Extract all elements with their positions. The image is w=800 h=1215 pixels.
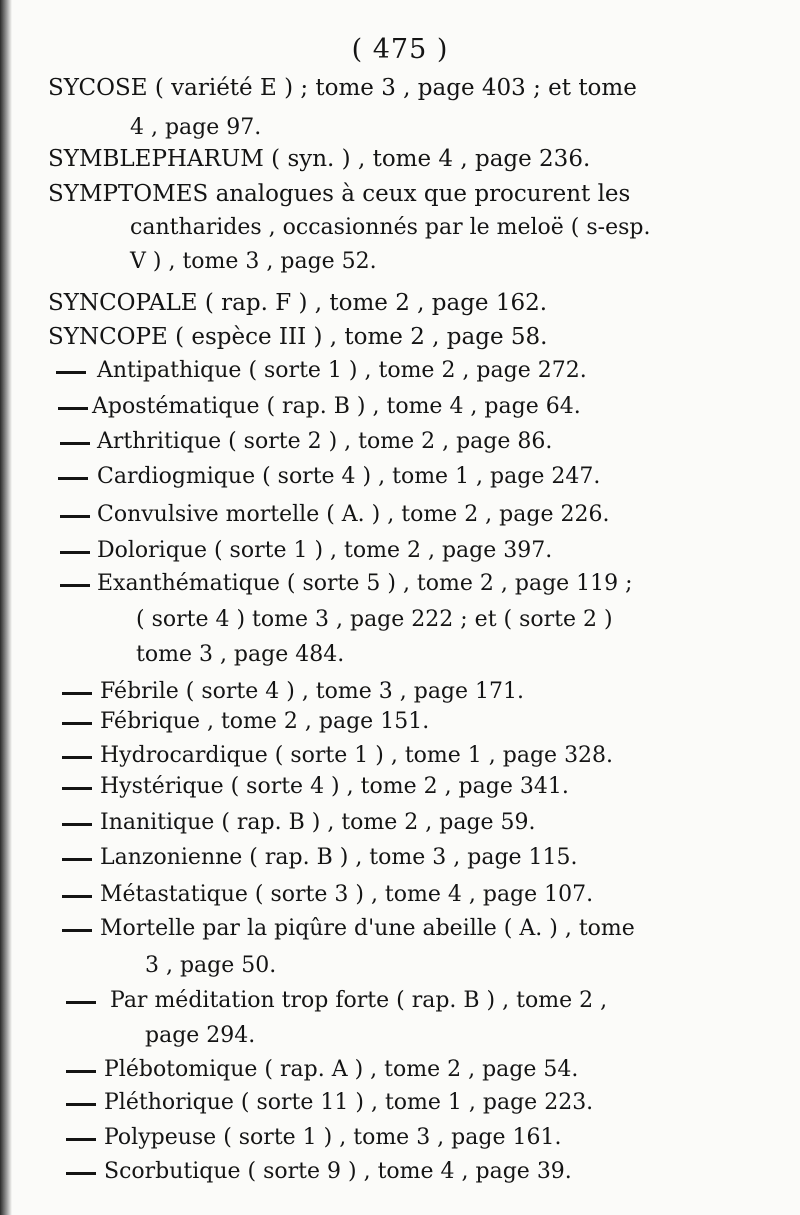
index-line-text: tome 3 , page 484.: [136, 642, 345, 667]
em-dash-mark: [62, 805, 92, 841]
em-dash-mark: [62, 840, 92, 876]
index-line-text: Exanthématique ( sorte 5 ) , tome 2 , page 119 ;: [97, 571, 633, 596]
index-line: [0, 1052, 800, 1088]
index-line: [0, 244, 800, 280]
em-dash-mark: [58, 459, 88, 495]
index-line: [0, 353, 800, 389]
em-dash-mark: [62, 877, 92, 913]
index-line-text: SYNCOPALE ( rap. F ) , tome 2 , page 162.: [48, 290, 548, 316]
index-line-text: page 294.: [145, 1023, 256, 1048]
index-line-text: Polypeuse ( sorte 1 ) , tome 3 , page 161.: [104, 1125, 562, 1150]
index-line: [0, 911, 800, 947]
em-dash-mark: [62, 704, 92, 740]
index-line-text: Apostématique ( rap. B ) , tome 4 , page 64.: [92, 394, 581, 419]
em-dash-mark: [66, 1085, 96, 1121]
index-line-text: 4 , page 97.: [130, 115, 262, 140]
index-line-text: Scorbutique ( sorte 9 ) , tome 4 , page 39.: [104, 1159, 572, 1184]
em-dash-mark: [60, 497, 90, 533]
index-line: [0, 141, 800, 177]
em-dash-mark: [66, 1154, 96, 1190]
index-line-text: Arthritique ( sorte 2 ) , tome 2 , page 86.: [97, 429, 553, 454]
em-dash-mark: [62, 911, 92, 947]
index-line: [0, 459, 800, 495]
index-line: [0, 566, 800, 602]
index-line-text: cantharides , occasionnés par le meloë ( s-esp.: [130, 215, 651, 240]
index-line-text: SYCOSE ( variété E ) ; tome 3 , page 403 ; et tome: [48, 75, 637, 101]
index-line-text: 3 , page 50.: [145, 953, 277, 978]
index-line: [0, 769, 800, 805]
index-line-text: Pléthorique ( sorte 11 ) , tome 1 , page 223.: [104, 1090, 594, 1115]
em-dash-mark: [66, 983, 96, 1019]
index-line: [0, 424, 800, 460]
index-line-text: Antipathique ( sorte 1 ) , tome 2 , page 272.: [97, 358, 587, 383]
index-line-text: Fébrile ( sorte 4 ) , tome 3 , page 171.: [100, 679, 525, 704]
index-line-text: Lanzonienne ( rap. B ) , tome 3 , page 115.: [100, 845, 578, 870]
em-dash-mark: [60, 566, 90, 602]
em-dash-mark: [60, 424, 90, 460]
index-line-text: Hydrocardique ( sorte 1 ) , tome 1 , page 328.: [100, 743, 614, 768]
index-line-text: Métastatique ( sorte 3 ) , tome 4 , page 107.: [100, 882, 594, 907]
index-line-text: Convulsive mortelle ( A. ) , tome 2 , page 226.: [97, 502, 610, 527]
em-dash-mark: [60, 533, 90, 569]
page-number: ( 475 ): [351, 34, 449, 65]
index-line-text: SYMBLEPHARUM ( syn. ) , tome 4 , page 236.: [48, 146, 591, 172]
index-line: [0, 637, 800, 673]
index-line: [0, 1018, 800, 1054]
index-line-text: Inanitique ( rap. B ) , tome 2 , page 59.: [100, 810, 536, 835]
index-line-text: Dolorique ( sorte 1 ) , tome 2 , page 397.: [97, 538, 553, 563]
index-line: [0, 497, 800, 533]
index-line: [0, 1154, 800, 1190]
index-line: [0, 389, 800, 425]
index-line-text: Par méditation trop forte ( rap. B ) , tome 2 ,: [110, 988, 608, 1013]
index-line: [0, 1120, 800, 1156]
em-dash-mark: [58, 389, 88, 425]
index-line-text: Cardiogmique ( sorte 4 ) , tome 1 , page 247.: [97, 464, 601, 489]
index-line: [0, 70, 800, 106]
em-dash-mark: [66, 1052, 96, 1088]
index-line: [0, 983, 800, 1019]
index-line: [0, 805, 800, 841]
index-line: [0, 319, 800, 355]
index-line: [0, 602, 800, 638]
index-line: [0, 840, 800, 876]
index-line-text: Plébotomique ( rap. A ) , tome 2 , page 54.: [104, 1057, 579, 1082]
index-line: [0, 285, 800, 321]
index-line: [0, 704, 800, 740]
index-line: [0, 533, 800, 569]
index-line-text: Fébrique , tome 2 , page 151.: [100, 709, 430, 734]
index-line: [0, 176, 800, 212]
index-line-text: Hystérique ( sorte 4 ) , tome 2 , page 341.: [100, 774, 569, 799]
em-dash-mark: [56, 353, 86, 389]
index-line-text: ( sorte 4 ) tome 3 , page 222 ; et ( sorte 2 ): [136, 607, 613, 632]
em-dash-mark: [66, 1120, 96, 1156]
index-line-text: Mortelle par la piqûre d'une abeille ( A. ) , tome: [100, 916, 635, 941]
index-line-text: SYNCOPE ( espèce III ) , tome 2 , page 58.: [48, 324, 548, 350]
em-dash-mark: [62, 769, 92, 805]
index-line: [0, 1085, 800, 1121]
index-line-text: V ) , tome 3 , page 52.: [130, 249, 377, 274]
index-line: [0, 210, 800, 246]
index-line: [0, 948, 800, 984]
index-line-text: SYMPTOMES analogues à ceux que procurent les: [48, 181, 631, 207]
index-line: [0, 877, 800, 913]
